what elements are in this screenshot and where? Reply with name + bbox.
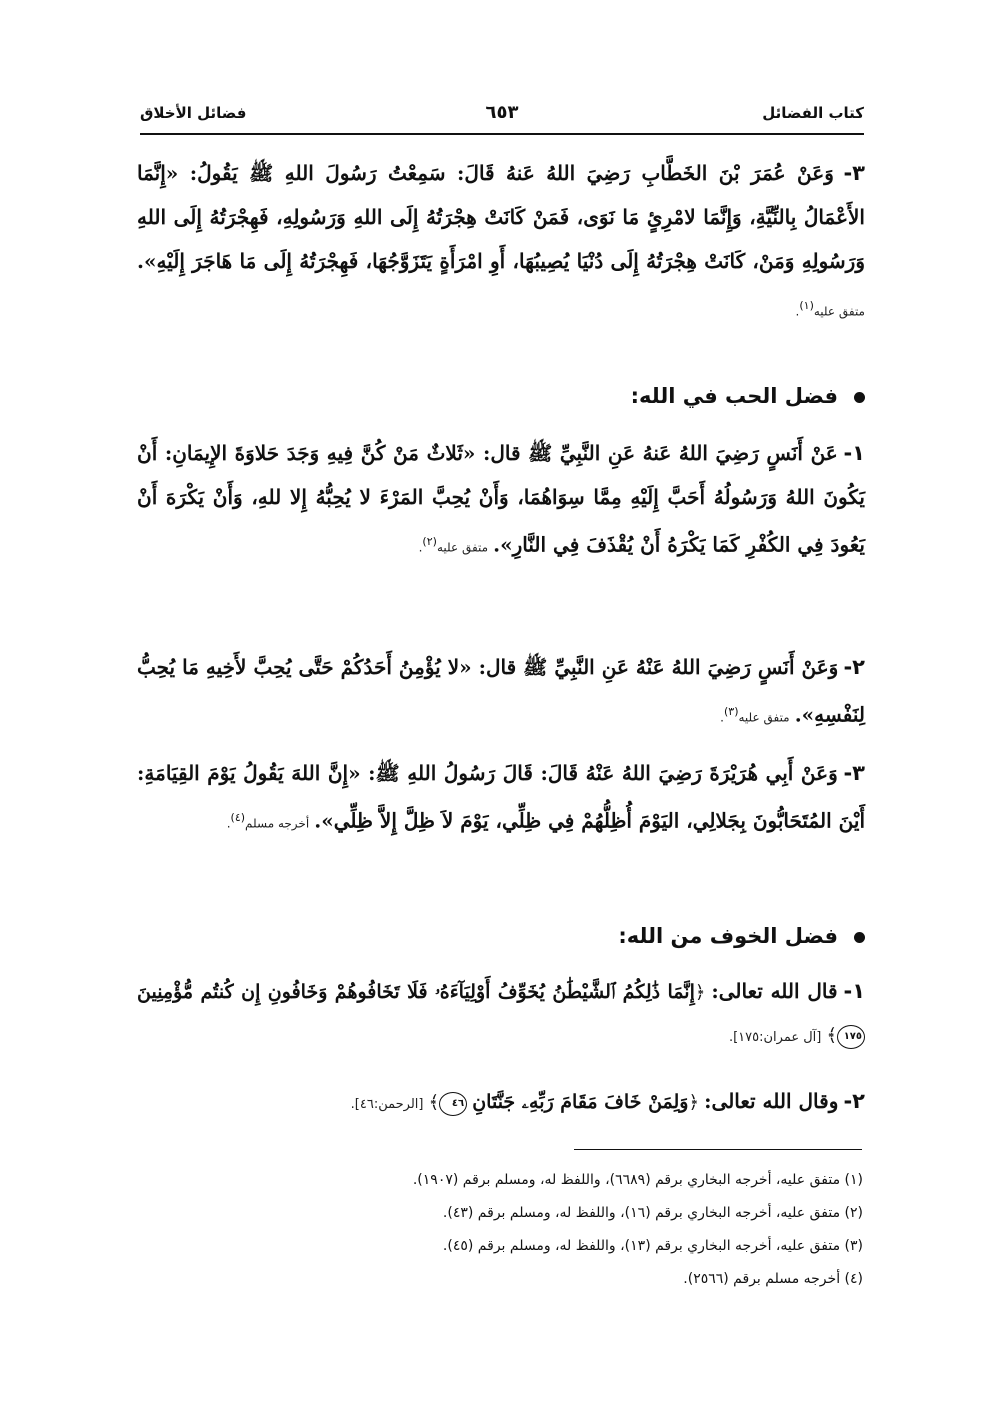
bullet-icon <box>854 932 865 943</box>
hadith-number: ٣- <box>843 161 865 185</box>
book-title: كتاب الفضائل <box>762 104 864 122</box>
hadith-text: وَعَنْ عُمَرَ بْنَ الخَطَّابِ رَضِيَ اللهُ عَنهُ قَالَ: سَمِعْتُ رَسُولَ اللهِ ﷺ يَقُولُ: «إِنَّمَا الأَعْمَالُ بِالنِّيَّةِ، وَإِنَّمَا لامْرِئٍ مَا نَوَى، فَمَنْ كَانَتْ هِجْرَتُهُ إِلَى اللهِ وَرَسُولِهِ، فَهِجْرَتُهُ إِلَى اللهِ وَرَسُولِهِ وَمَنْ، كَانَتْ هِجْرَتُهُ إِلَى دُنْيَا يُصِيبُهَا، أَوِ امْرَأَةٍ يَتَزَوَّجُهَا، فَهِجْرَتُهُ إِلَى مَا هَاجَرَ إِلَيْهِ». <box>137 161 865 273</box>
ayah-number-marker: ١٧٥ <box>837 1025 865 1049</box>
verse-intro: وقال الله تعالى: <box>704 1089 839 1113</box>
item-number: ٢- <box>843 1089 865 1113</box>
footnote-ref: (١) <box>799 299 814 312</box>
section-heading-fear: فضل الخوف من الله: <box>618 924 865 948</box>
verse-ar-rahman <box>137 1080 865 1126</box>
footnote-ref: (٤) <box>230 811 246 824</box>
hadith-anas-1: ١- عَنْ أَنَسٍ رَضِيَ اللهُ عَنهُ عَنِ النَّبِيِّ ﷺ قال: «ثَلاثٌ مَنْ كُنَّ فِيهِ وَجَدَ حَلاوَةَ الإِيمَانِ: أَنْ يَكُونَ اللهُ وَرَسُولُهُ أَحَبَّ إِلَيْهِ مِمَّا سِوَاهُمَا، وَأَنْ يُحِبَّ المَرْءَ لا يُحِبُّهُ إِلا للهِ، وَأَنْ يَكْرَهَ أَنْ يَعُودَ فِي الكُفْرِ كَمَا يَكْرَهُ أَنْ يُقْذَفَ فِي النَّارِ». متفق عليه$^{(٢)}$. <box>137 441 865 557</box>
footnote: (٢) متفق عليه، أخرجه البخاري برقم (١٦)، واللفظ له، ومسلم برقم (٤٣). <box>442 1205 863 1221</box>
hadith-number: ٢- <box>843 655 865 679</box>
running-header <box>140 104 864 130</box>
ornate-bracket-open: ﴿ <box>694 982 706 1003</box>
bullet-icon <box>854 392 865 403</box>
hadith-text: عَنْ أَنَسٍ رَضِيَ اللهُ عَنهُ عَنِ النَّبِيِّ ﷺ قال: «ثَلاثٌ مَنْ كُنَّ فِيهِ وَجَدَ حَلاوَةَ الإِيمَانِ: أَنْ يَكُونَ اللهُ وَرَسُولُهُ أَحَبَّ إِلَيْهِ مِمَّا سِوَاهُمَا، وَأَنْ يُحِبَّ المَرْءَ لا يُحِبُّهُ إِلا للهِ، وَأَنْ يَكْرَهَ أَنْ يَعُودَ فِي الكُفْرِ كَمَا يَكْرَهُ أَنْ يُقْذَفَ فِي النَّارِ». <box>137 441 865 557</box>
page-number: ٦٥٣ <box>485 102 519 123</box>
footnote: (١) متفق عليه، أخرجه البخاري برقم (٦٦٨٩)، واللفظ له، ومسلم برقم (١٩٠٧). <box>412 1172 863 1188</box>
verse-reference: [آل عمران:١٧٥]. <box>728 1030 822 1045</box>
footnote-divider <box>574 1149 862 1150</box>
item-number: ١- <box>843 979 866 1003</box>
header-divider <box>140 133 864 135</box>
hadith-source: أخرجه مسلم <box>245 816 310 831</box>
footnote: (٣) متفق عليه، أخرجه البخاري برقم (١٣)، واللفظ له، ومسلم برقم (٤٥). <box>442 1238 863 1254</box>
ornate-bracket-close: ﴾ <box>826 1025 837 1046</box>
quran-verse: وَلِمَنْ خَافَ مَقَامَ رَبِّهِۦ جَنَّتَانِ <box>472 1091 689 1113</box>
hadith-abu-hurayra: ٣- وَعَنْ أَبِي هُرَيْرَةَ رَضِيَ اللهُ عَنْهُ قَالَ: قَالَ رَسُولُ اللهِ ﷺ: «إِنَّ اللهَ يَقُولُ يَوْمَ القِيَامَةِ: أَيْنَ المُتَحَابُّونَ بِجَلالِي، اليَوْمَ أُظِلُّهُمْ فِي ظِلِّي، يَوْمَ لاَ ظِلَّ إِلاَّ ظِلِّي». أخرجه مسلم$^{(٤)}$. <box>137 761 865 833</box>
verse-intro: قال الله تعالى: <box>711 979 838 1003</box>
footnotes <box>139 1164 863 1296</box>
ayah-number-marker: ٤٦ <box>439 1092 467 1116</box>
quran-verse: إِنَّمَا ذَٰلِكُمُ ٱلشَّيْطَٰنُ يُخَوِّفُ أَوْلِيَآءَهُۥ فَلَا تَخَافُوهُمْ وَخَافُونِ إِن كُنتُم مُّؤْمِنِينَ <box>137 981 695 1003</box>
hadith-anas-2: ٢- وَعَنْ أَنَسٍ رَضِيَ اللهُ عَنْهُ عَنِ النَّبِيِّ ﷺ قال: «لا يُؤْمِنُ أَحَدُكُمْ حَتَّى يُحِبَّ لأَخِيهِ مَا يُحِبُّ لِنَفْسِهِ». متفق عليه$^{(٣)}$. <box>137 655 865 727</box>
footnote: (٤) أخرجه مسلم برقم (٢٥٦٦). <box>683 1271 863 1287</box>
hadith-source: متفق عليه <box>813 304 865 319</box>
footnote-ref: (٣) <box>723 705 739 718</box>
section-heading-love: فضل الحب في الله: <box>631 384 865 408</box>
hadith-umar: ٣- وَعَنْ عُمَرَ بْنَ الخَطَّابِ رَضِيَ اللهُ عَنهُ قَالَ: سَمِعْتُ رَسُولَ اللهِ ﷺ يَقُولُ: «إِنَّمَا الأَعْمَالُ بِالنِّيَّةِ، وَإِنَّمَا لامْرِئٍ مَا نَوَى، فَمَنْ كَانَتْ هِجْرَتُهُ إِلَى اللهِ وَرَسُولِهِ، فَهِجْرَتُهُ إِلَى اللهِ وَرَسُولِهِ وَمَنْ، كَانَتْ هِجْرَتُهُ إِلَى دُنْيَا يُصِيبُهَا، أَوِ امْرَأَةٍ يَتَزَوَّجُهَا، فَهِجْرَتُهُ إِلَى مَا هَاجَرَ إِلَيْهِ». متفق عليه$^{(١)}$. <box>137 161 865 319</box>
hadith-number: ١- <box>843 441 865 465</box>
hadith-text: وَعَنْ أَبِي هُرَيْرَةَ رَضِيَ اللهُ عَنْهُ قَالَ: قَالَ رَسُولُ اللهِ ﷺ: «إِنَّ اللهَ يَقُولُ يَوْمَ القِيَامَةِ: أَيْنَ المُتَحَابُّونَ بِجَلالِي، اليَوْمَ أُظِلُّهُمْ فِي ظِلِّي، يَوْمَ لاَ ظِلَّ إِلاَّ ظِلِّي». <box>137 761 865 833</box>
hadith-number: ٣- <box>843 761 865 785</box>
ornate-bracket-open: ﴿ <box>688 1092 700 1113</box>
hadith-text: وَعَنْ أَنَسٍ رَضِيَ اللهُ عَنْهُ عَنِ النَّبِيِّ ﷺ قال: «لا يُؤْمِنُ أَحَدُكُمْ حَتَّى يُحِبَّ لأَخِيهِ مَا يُحِبُّ لِنَفْسِهِ». <box>137 655 865 727</box>
verse-al-imran <box>137 970 865 1059</box>
hadith-source: متفق عليه <box>738 710 790 725</box>
verse-reference: [الرحمن:٤٦]. <box>350 1097 424 1112</box>
hadith-source: متفق عليه <box>436 540 489 555</box>
chapter-title: فضائل الأخلاق <box>140 104 247 122</box>
footnote-ref: (٢) <box>422 535 437 548</box>
ornate-bracket-close: ﴾ <box>428 1092 440 1113</box>
